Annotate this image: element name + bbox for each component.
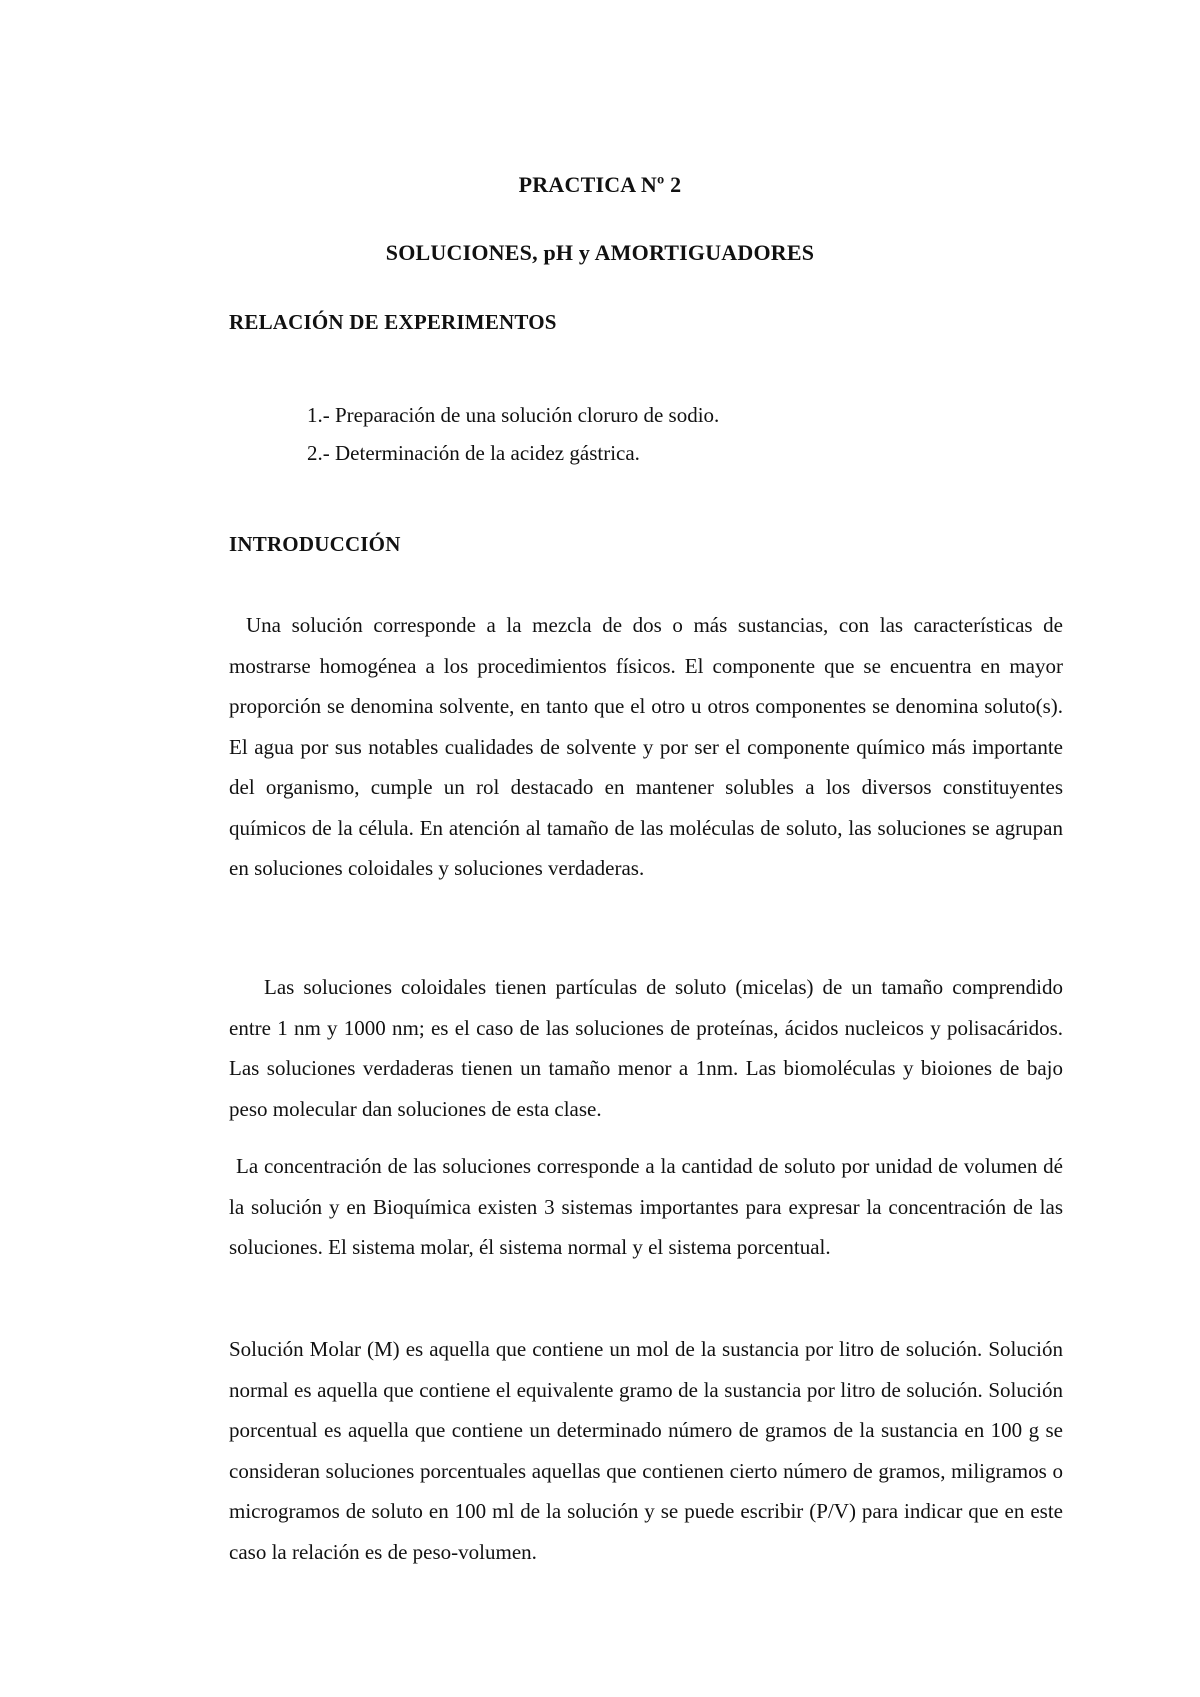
practice-title: PRACTICA Nº 2 xyxy=(518,172,682,197)
list-item: 2.- Determinación de la acidez gástrica. xyxy=(307,441,640,465)
introduction-heading: INTRODUCCIÓN xyxy=(229,532,401,556)
intro-paragraph-colloidal: Las soluciones coloidales tienen partículas de soluto (micelas) de un tamaño comprendido entre 1 nm y 1000 nm; es el caso de las soluciones de proteínas, ácidos nucleicos y polisacáridos. Las soluciones verdaderas tienen un tamaño menor a 1nm. Las biomoléculas y bioiones de bajo peso molecular dan soluciones de esta clase. xyxy=(229,975,1063,1121)
practice-subtitle: SOLUCIONES, pH y AMORTIGUADORES xyxy=(385,240,815,265)
intro-paragraph-concentration: La concentración de las soluciones corresponde a la cantidad de soluto por unidad de volumen dé la solución y en Bioquímica existen 3 sistemas importantes para expresar la concentración de las soluciones. El sistema molar, él sistema normal y el sistema porcentual. xyxy=(229,1154,1063,1259)
list-item: 1.- Preparación de una solución cloruro de sodio. xyxy=(307,403,720,427)
experiments-list xyxy=(307,396,719,472)
intro-paragraph-solution: Una solución corresponde a la mezcla de dos o más sustancias, con las características de mostrarse homogénea a los procedimientos físicos. El componente que se encuentra en mayor proporción se denomina solvente, en tanto que el otro u otros componentes se denomina soluto(s). El agua por sus notables cualidades de solvente y por ser el componente químico más importante del organismo, cumple un rol destacado en mantener solubles a los diversos constituyentes químicos de la célula. En atención al tamaño de las moléculas de soluto, las soluciones se agrupan en soluciones coloidales y soluciones verdaderas. xyxy=(229,613,1063,880)
experiments-heading: RELACIÓN DE EXPERIMENTOS xyxy=(229,310,557,334)
intro-paragraph-molar: Solución Molar (M) es aquella que contiene un mol de la sustancia por litro de solución. Solución normal es aquella que contiene el equivalente gramo de la sustancia por litro de solución. Solución porcentual es aquella que contiene un determinado número de gramos de la sustancia en 100 g se consideran soluciones porcentuales aquellas que contienen cierto número de gramos, miligramos o microgramos de soluto en 100 ml de la solución y se puede escribir (P/V) para indicar que en este caso la relación es de peso-volumen. xyxy=(229,1337,1063,1564)
